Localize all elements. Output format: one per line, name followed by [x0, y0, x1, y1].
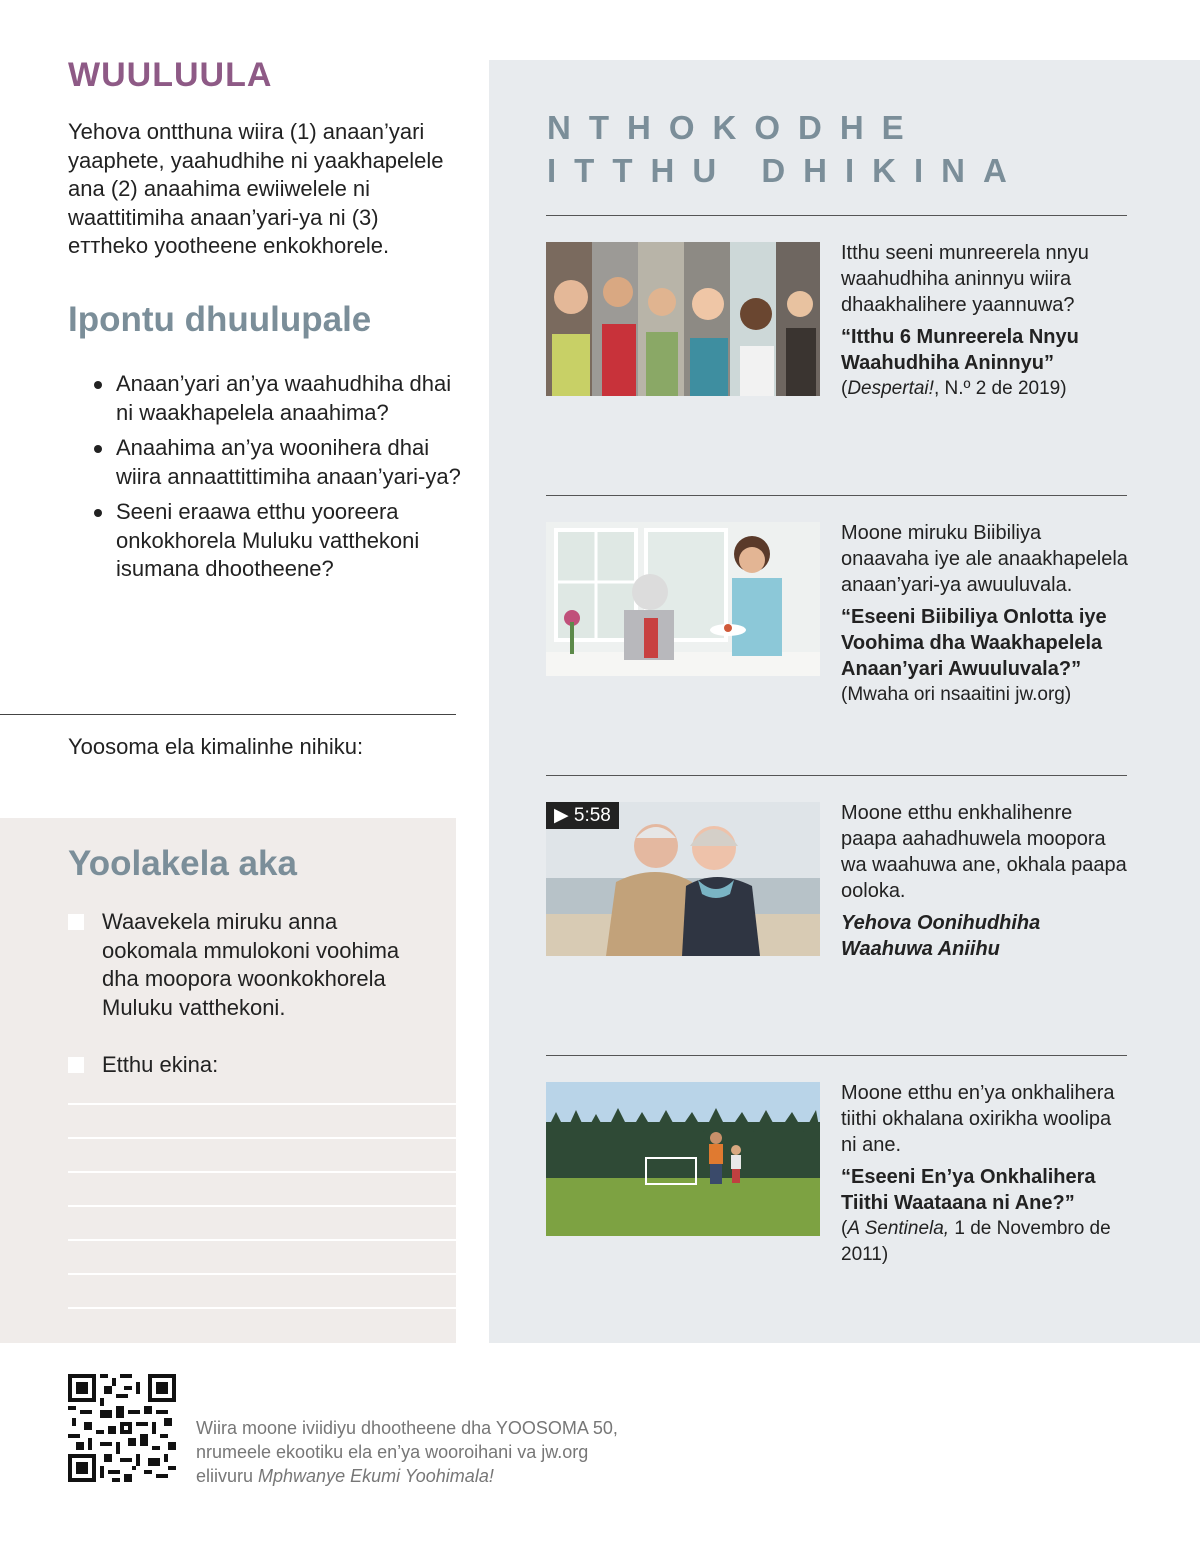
- source-issue: , N.º 2 de 2019): [933, 378, 1067, 399]
- caregiver-photo[interactable]: [546, 522, 820, 676]
- item-description: Moone miruku Biibiliya onaavaha iye ale anaakhapelela anaan’yari-ya awuuluvala.: [841, 522, 1128, 596]
- footer-line: nrumeele ekootiku ela en’ya wooroihani va jw.org: [196, 1442, 589, 1462]
- source-publication: A Sentinela,: [847, 1218, 950, 1239]
- goals-panel: [0, 818, 456, 1343]
- goal-item-wisdom[interactable]: [68, 908, 428, 1022]
- explore-item-1: [841, 240, 1131, 402]
- write-line[interactable]: [68, 1273, 456, 1275]
- book-title-link[interactable]: Mphwanye Ekumi Yoohimala!: [258, 1466, 494, 1486]
- section-divider: [0, 714, 456, 715]
- write-line[interactable]: [68, 1307, 456, 1309]
- item-description: Moone etthu en’ya onkhalihera tiithi okhalana oxirikha woolipa ni ane.: [841, 1082, 1115, 1156]
- item-title-link[interactable]: “Eseeni Biibiliya Onlotta iye Voohima dha Waakhapelela Anaan’yari Awuuluvala?”: [841, 606, 1107, 680]
- video-duration-badge: ▶ 5:58: [546, 802, 619, 829]
- explore-panel: [489, 60, 1200, 1343]
- write-line[interactable]: [68, 1205, 456, 1207]
- item-divider: [546, 775, 1127, 776]
- explore-item-3: [841, 800, 1131, 962]
- children-photo[interactable]: [546, 242, 820, 396]
- item-title-link[interactable]: Yehova Oonihudhiha Waahuwa Aniihu: [841, 912, 1041, 960]
- review-question: Anaahima an’ya woonihera dhai wiira annaattittimiha anaan’yari-ya?: [92, 434, 462, 491]
- item-source: (Mwaha ori nsaaitini jw.org): [841, 684, 1072, 705]
- item-description: Moone etthu enkhalihenre paapa aahadhuwela moopora wa waahuwa ane, okhala paapa ooloka.: [841, 802, 1127, 902]
- goals-title: Yoolakela aka: [68, 844, 297, 883]
- father-son-field-photo[interactable]: [546, 1082, 820, 1236]
- source-issue: 1 de Novembro de 2011): [841, 1218, 1111, 1265]
- review-title: Ipontu dhuulupale: [68, 300, 372, 339]
- write-line[interactable]: [68, 1103, 456, 1105]
- source-publication: Despertai!: [847, 378, 934, 399]
- write-line[interactable]: [68, 1239, 456, 1241]
- goal-checkbox[interactable]: [68, 1057, 84, 1073]
- item-divider: [546, 215, 1127, 216]
- goal-item-label: Waavekela miruku anna ookomala mmulokoni voohima dha moopora woonkokhorela Muluku vatthekoni.: [102, 909, 400, 1020]
- goal-item-other[interactable]: [68, 1051, 428, 1080]
- item-title-link[interactable]: “Eseeni En’ya Onkhalihera Tiithi Waataana ni Ane?”: [841, 1166, 1096, 1214]
- item-source: (A Sentinela, 1 de Novembro de 2011): [841, 1218, 1111, 1265]
- explore-item-2: [841, 520, 1131, 708]
- elderly-couple-video-thumbnail[interactable]: [546, 802, 820, 956]
- item-divider: [546, 495, 1127, 496]
- item-description: Itthu seeni munreerela nnyu waahudhiha aninnyu wiira dhaakhalihere yaannuwa?: [841, 242, 1089, 316]
- review-question: Anaan’yari an’ya waahudhiha dhai ni waakhapelela anaahima?: [92, 370, 462, 427]
- summary-text: Yehova ontthuna wiira (1) anaan’yari yaaphete, yaahudhihe ni yaakhapelele ana (2) anaahima ewiiwelele ni waattitimiha anaan’yari-ya ni (3) eттheko yootheene enkokhorele.: [68, 119, 444, 258]
- footer-line: [196, 1464, 666, 1488]
- item-source: (Despertai!, N.º 2 de 2019): [841, 378, 1067, 399]
- explore-title: [547, 106, 1025, 192]
- goal-item-label: Etthu ekina:: [102, 1052, 219, 1077]
- explore-item-4: [841, 1080, 1131, 1268]
- item-title-link[interactable]: “Itthu 6 Munreerela Nnyu Waahudhiha Aninnyu”: [841, 326, 1079, 374]
- item-divider: [546, 1055, 1127, 1056]
- completion-date-label: Yoosoma ela kimalinhe nihiku:: [68, 734, 364, 759]
- explore-title-line: ITTHU DHIKINA: [547, 152, 1025, 189]
- goal-checkbox[interactable]: [68, 914, 84, 930]
- qr-code[interactable]: [68, 1374, 176, 1482]
- footer-note: [196, 1416, 666, 1488]
- footer-line-prefix: eliivuru: [196, 1466, 259, 1486]
- write-line[interactable]: [68, 1171, 456, 1173]
- explore-title-line: NTHOKODHE: [547, 109, 922, 146]
- footer-line: Wiira moone iviidiyu dhootheene dha YOOSOMA 50,: [196, 1418, 618, 1438]
- review-questions: [92, 370, 462, 591]
- summary-title: WUULUULA: [68, 56, 273, 94]
- write-line[interactable]: [68, 1137, 456, 1139]
- review-question: Seeni eraawa etthu yooreera onkokhorela Muluku vatthekoni isumana dhootheene?: [92, 498, 462, 584]
